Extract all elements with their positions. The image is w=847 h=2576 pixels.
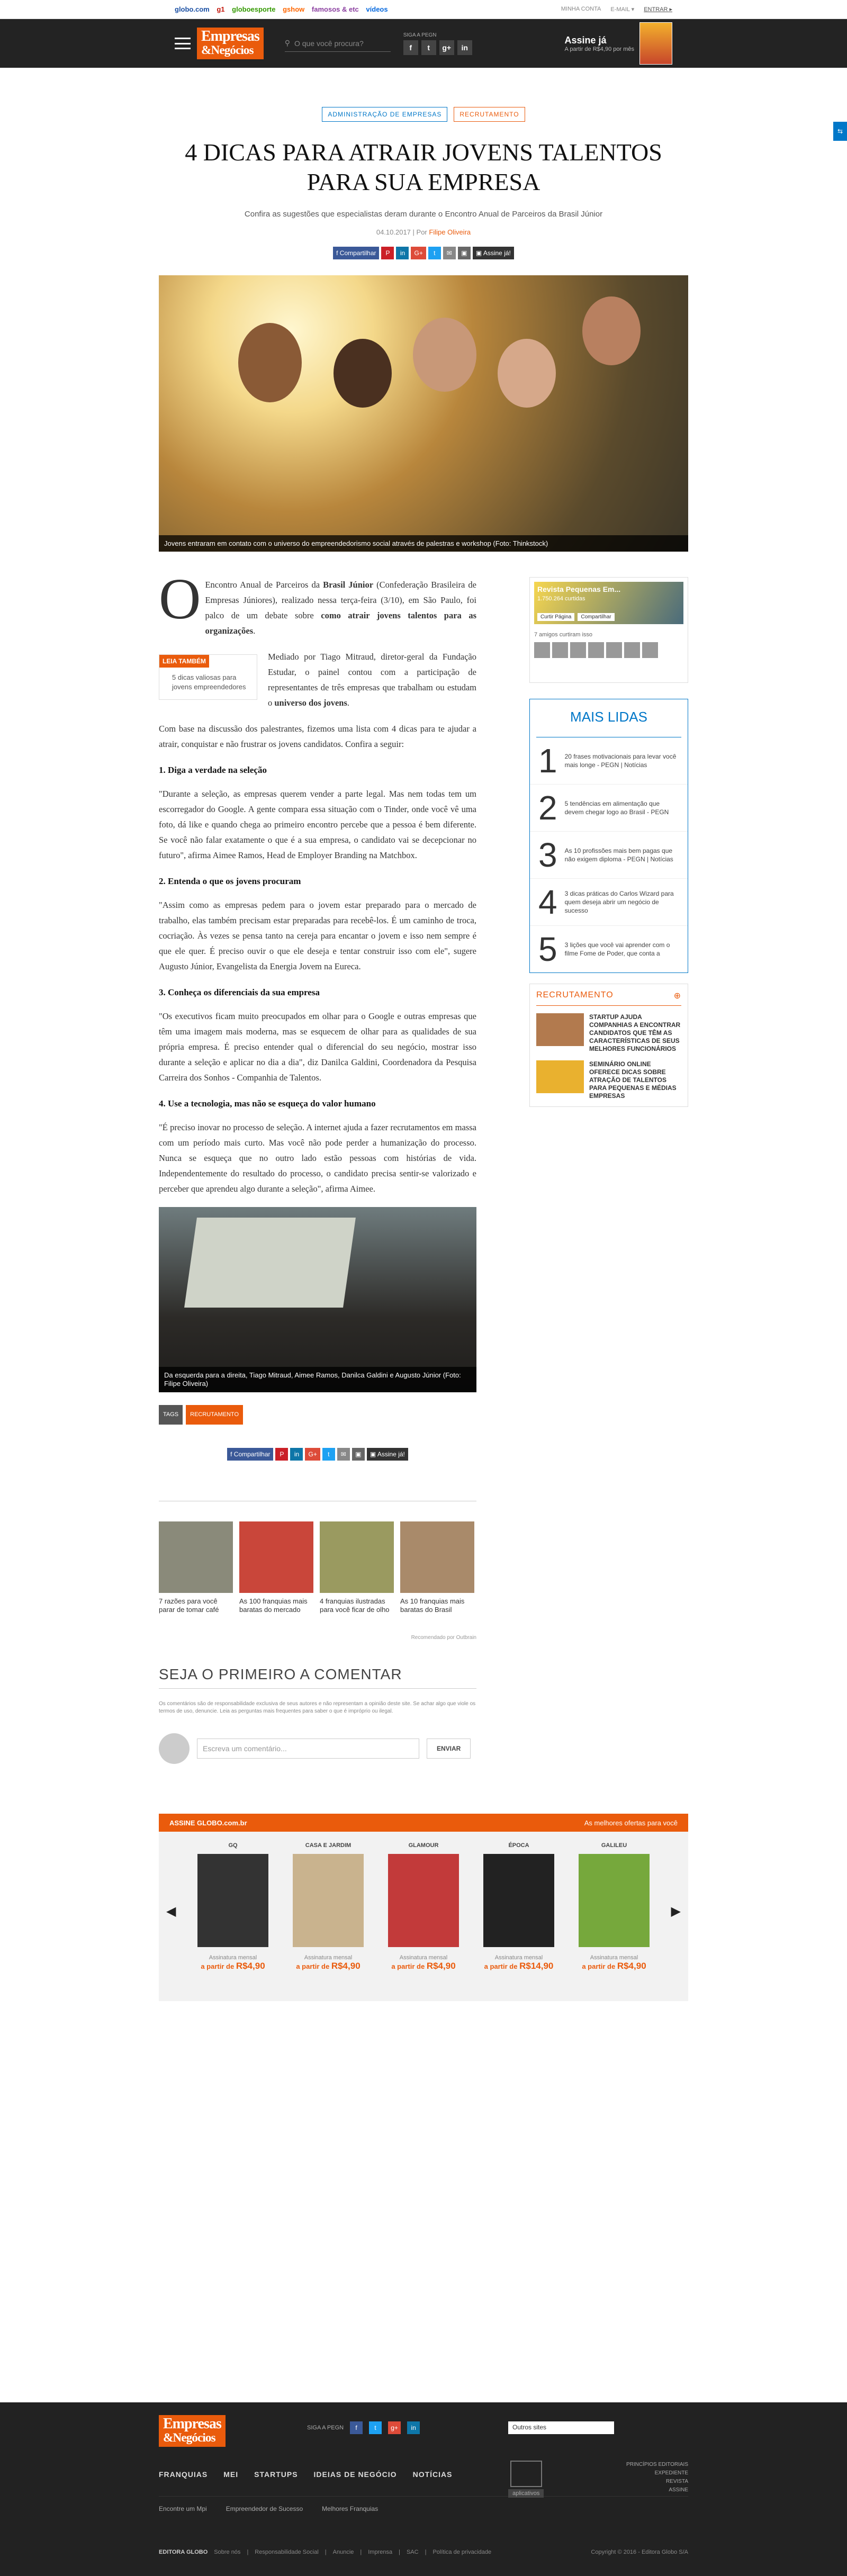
hero-image	[159, 275, 688, 552]
mais-lidas-title: MAIS LIDAS	[536, 699, 681, 737]
section-heading: 1. Diga a verdade na seleção	[159, 765, 267, 775]
share-facebook-button[interactable]: f Compartilhar	[333, 247, 379, 259]
footer-nav	[159, 2470, 452, 2479]
footer-nav-link[interactable]: IDEIAS DE NEGÓCIO	[313, 2470, 397, 2479]
footer-twitter-icon[interactable]: t	[369, 2421, 382, 2434]
gshow-link[interactable]: gshow	[283, 5, 305, 13]
mais-lidas-item[interactable]: 1 20 frases motivacionais para levar você mais longe - PEGN | Notícias	[530, 737, 688, 785]
tag-recrutamento[interactable]: RECRUTAMENTO	[454, 107, 525, 122]
globo-bar	[0, 0, 847, 19]
outbrain-link[interactable]: Recomendado por Outbrain	[411, 1635, 476, 1641]
linkedin-icon[interactable]: in	[457, 40, 472, 55]
globo-link[interactable]: globo.com	[175, 5, 210, 13]
paragraph: "Durante a seleção, as empresas querem vender a parte legal. Mas nem todas tem um escorregador do Google. A gente compara essa situação com o Tinder, onde você vê uma foto, dá like e quando chega ao primeiro encontro percebe que a pessoa é bem diferente. Se você não falar exatamente o que é a sua empresa, o candidato vai se decepcionar no futuro", afirma Aimee Ramos, Head de Employer Branding na Matchbox.	[159, 789, 476, 860]
magazine-offer[interactable]: ÉPOCA Assinatura mensal a partir de R$14,90	[484, 1842, 554, 1971]
share-print-button[interactable]: ▣	[458, 247, 471, 259]
lead-paragraph: O Encontro Anual de Parceiros da Brasil Júnior (Confederação Brasileira de Empresas Júniores), realizado nessa terça-feira (3/10), em São Paulo, foi palco de um debate sobre como atrair jovens talentos para as organizações.	[159, 577, 476, 649]
header-social: SIGA A PEGN f t g+ in	[403, 32, 472, 55]
panel-photo	[159, 1207, 476, 1392]
magazine-offer[interactable]: CASA E JARDIM Assinatura mensal a partir de R$4,90	[293, 1842, 364, 1971]
facebook-widget: Revista Pequenas Em... 1.750.264 curtidas Curtir Página Compartilhar 7 amigos curtiram isso	[529, 577, 688, 683]
leia-tambem-box	[159, 654, 257, 700]
share-bar-bottom	[159, 1448, 476, 1461]
assine-globo-tagline: As melhores ofertas para você	[584, 1818, 678, 1827]
comments-title: SEJA O PRIMEIRO A COMENTAR	[159, 1666, 402, 1682]
recrutamento-box	[529, 984, 688, 1107]
share-linkedin-button[interactable]: in	[290, 1448, 303, 1461]
hero-caption: Jovens entraram em contato com o universo do empreendedorismo social através de palestras e workshop (Foto: Thinkstock)	[159, 535, 688, 552]
share-email-button[interactable]: ✉	[443, 247, 456, 259]
globo-links	[175, 5, 393, 13]
search-icon: ⚲	[284, 39, 290, 47]
comments-note: Os comentários são de responsabilidade exclusiva de seus autores e não representam a opinião deste site. Se achar algo que viole os termos de uso, denuncie. Leia as perguntas mais frequentes para saber o que é impróprio ou ilegal.	[159, 1701, 476, 1714]
footer-nav-link[interactable]: FRANQUIAS	[159, 2470, 208, 2479]
leia-tambem-link[interactable]: 5 dicas valiosas para jovens empreendedores	[172, 673, 246, 691]
share-assine-button[interactable]: ▣ Assine já!	[367, 1448, 408, 1461]
share-print-button[interactable]: ▣	[352, 1448, 365, 1461]
share-gplus-button[interactable]: G+	[305, 1448, 320, 1461]
footer-sub: Encontre um Mpi Empreendedor de Sucesso Melhores Franquias	[159, 2505, 379, 2512]
arrow-right-icon[interactable]: ▶	[671, 1904, 681, 1919]
fb-page-name[interactable]: Revista Pequenas Em...	[537, 585, 621, 593]
article-body: O Encontro Anual de Parceiros da Brasil Júnior (Confederação Brasileira de Empresas Júniores), realizado nessa terça-feira (3/10), em São Paulo, foi palco de um debate sobre como atrair jovens talentos para as organizações. LEIA TAMBÉM 5 dicas valiosas para jovens empreendedores Mediado por Tiago Mitraud, diretor-geral da Fundação Estudar, o painel contou com a participação de representantes de três empresas que trabalham ou estudam o universo dos jovens. Com base na discussão dos palestrantes, fizemos uma lista com 4 dicas para te ajudar a atrair, conquistar e não frustrar os jovens candidatos. Confira a seguir: 1. Diga a verdade na seleção "Durante a seleção, as empresas querem vender a parte legal. Mas nem todas tem um escorregador do Google. A gente compara essa situação com o Tinder, onde você vê uma foto, dá like e quando chega ao primeiro encontro percebe que a pessoa é bem diferente. Se você não falar exatamente o que é a sua empresa, o candidato vai se decepcionar no futuro", afirma Aimee Ramos, Head de Employer Branding na Matchbox. 2. Entenda o que os jovens procuram "Assim como as empresas pedem para o jovem estar preparado para o mercado de trabalho, elas também precisam estar preparadas para recebê-los. É um caminho de troca, cocriação. Às vezes se pensa tanto na cereja para encantar o jovem e isso nem sempre é que ele quer. É preciso ouvir o que ele deseja e tentar construir isso com ele", sugere Augusto Júnior, Evangelista da Energia Jovem na Eureca. 3. Conheça os diferenciais da sua empresa "Os executivos ficam muito preocupados em olhar para o Google e outras empresas que têm uma imagem mais moderna, mas se esquecem de olhar para as qualidades de sua própria empresa. É preciso entender qual o diferencial do seu negócio, mostrar isso durante a seleção e aplicar no dia a dia", diz Danilca Galdini, Coordenadora da Pesquisa Carreira dos Sonhos - Companhia de Talentos. 4. Use a tecnologia, mas não se esqueça do valor humano "É preciso inovar no processo de seleção. A internet ajuda a fazer recrutamentos em massa com um período mais curto. Mas você não pode perder a humanização do processo. Nunca se esqueça que no outro lado estão pessoas com histórias de vida. Independentemente do resultado do processo, o candidato precisa sentir-se valorizado e perceber que aprendeu algo durante a seleção", afirma Aimee. Da esquerda para a direita, Tiago Mitraud, Aimee Ramos, Danilca Galdini e Augusto Júnior (Foto: Filipe Oliveira) TAGS RECRUTAMENTO f Compartilhar P in G+ t ✉ ▣ ▣ Assine já! 7 razões para você parar de tomar café As 100 franquias mais baratas do mercado 4 franquias ilustradas para você ficar de olho As 10 franquias mais baratas do Brasil Recomendado por Outbrain SEJA O PRIMEIRO A COMENTAR Os comentários são de responsabilidade exclusiva de seus autores e não representam a opinião deste site. Se achar algo que viole os termos de uso, denuncie. Leia as perguntas mais frequentes para saber o que é impróprio ou ilegal. Escreva um comentário... ENVIAR	[159, 577, 476, 1764]
mais-lidas-item[interactable]: 3 As 10 profissões mais bem pagas que não exigem diploma - PEGN | Notícias	[530, 832, 688, 879]
share-twitter-button[interactable]: t	[428, 247, 441, 259]
mais-lidas-item[interactable]: 4 3 dicas práticas do Carlos Wizard para quem deseja abrir um negócio de sucesso	[530, 879, 688, 926]
plus-icon[interactable]: ⊕	[673, 992, 681, 1001]
site-header	[0, 19, 847, 68]
section-heading: 4. Use a tecnologia, mas não se esqueça do valor humano	[159, 1098, 376, 1109]
arrow-left-icon[interactable]: ◀	[166, 1904, 176, 1919]
mais-lidas-item[interactable]: 2 5 tendências em alimentação que devem chegar logo ao Brasil - PEGN	[530, 785, 688, 832]
author-link[interactable]: Filipe Oliveira	[429, 228, 471, 236]
magazine-offer[interactable]: GQ Assinatura mensal a partir de R$4,90	[197, 1842, 268, 1971]
article-meta: 04.10.2017 | Por Filipe Oliveira	[376, 228, 471, 236]
g1-link[interactable]: g1	[217, 5, 225, 13]
footer-nav-link[interactable]: NOTÍCIAS	[412, 2470, 453, 2479]
gplus-icon[interactable]: g+	[439, 40, 454, 55]
footer-bottom: EDITORA GLOBO Sobre nós | Responsabilidade Social | Anuncie | Imprensa | SAC | Política de privacidade Copyright © 2016 - Editora Globo S/A	[159, 2549, 688, 2555]
share-linkedin-button[interactable]: in	[396, 247, 409, 259]
search-input[interactable]: ⚲ O que você procura?	[285, 35, 391, 52]
magazine-offer[interactable]: GLAMOUR Assinatura mensal a partir de R$4,90	[388, 1842, 459, 1971]
share-twitter-button[interactable]: t	[322, 1448, 335, 1461]
content-area	[159, 566, 688, 1764]
globoesporte-link[interactable]: globoesporte	[232, 5, 276, 13]
recommendation-item[interactable]: As 100 franquias mais baratas do mercado	[239, 1521, 313, 1614]
footer-logo[interactable]: Empresas &Negócios	[159, 2415, 226, 2447]
send-comment-button[interactable]: ENVIAR	[427, 1739, 471, 1759]
article-header	[0, 68, 847, 259]
menu-icon[interactable]	[175, 38, 191, 49]
recrutamento-item[interactable]: SEMINÁRIO ONLINE OFERECE DICAS SOBRE ATRAÇÃO DE TALENTOS PARA PEQUENAS E MÉDIAS EMPRESAS	[536, 1060, 681, 1100]
devices-icon	[510, 2461, 542, 2487]
fb-curtir-button[interactable]: Curtir Página	[537, 613, 574, 621]
comment-input[interactable]: Escreva um comentário...	[197, 1739, 419, 1759]
assine-globo-box	[159, 1814, 688, 2001]
globo-account	[561, 6, 672, 13]
article-title: 4 DICAS PARA ATRAIR JOVENS TALENTOS PARA SUA EMPRESA	[185, 139, 662, 195]
editora-globo-logo[interactable]: EDITORA GLOBO	[159, 2549, 208, 2555]
site-footer: Empresas &Negócios SIGA A PEGN f t g+ in Outros sites FRANQUIAS MEI STARTUPS IDEIAS DE NEGÓCIO NOTÍCIAS aplicativos PRINCÍPIOS EDITORIAIS EXPEDIENTE REVISTA ASSINE Encontre um Mpi Empreendedor de Sucesso Melhores Franquias EDITORA GLOBO Sobre nós | Responsabilidade Social | Anuncie | Imprensa | SAC | Política de privacidade Copyright © 2016 - Editora Globo S/A	[0, 2402, 847, 2576]
section-heading: 3. Conheça os diferenciais da sua empresa	[159, 987, 320, 997]
recrutamento-item[interactable]: STARTUP AJUDA COMPANHIAS A ENCONTRAR CANDIDATOS QUE TÊM AS CARACTERÍSTICAS DE SEUS MELHORES FUNCIONÁRIOS	[536, 1013, 681, 1053]
magazine-cover	[639, 22, 672, 65]
footer-nav-link[interactable]: STARTUPS	[254, 2470, 298, 2479]
side-tab-icon[interactable]: ⇆	[833, 122, 847, 141]
avatar	[159, 1733, 190, 1764]
outros-sites-select[interactable]: Outros sites	[508, 2421, 614, 2434]
share-facebook-button[interactable]: f Compartilhar	[227, 1448, 273, 1461]
share-bar	[0, 247, 847, 259]
share-pinterest-button[interactable]: P	[381, 247, 394, 259]
leia-tambem-label: LEIA TAMBÉM	[159, 655, 209, 668]
sidebar	[529, 577, 688, 1764]
share-assine-button[interactable]: ▣ Assine já!	[473, 247, 514, 259]
recommendation-item[interactable]: 7 razões para você parar de tomar café	[159, 1521, 233, 1614]
share-email-button[interactable]: ✉	[337, 1448, 350, 1461]
article-subtitle: Confira as sugestões que especialistas deram durante o Encontro Anual de Parceiros da Brasil Júnior	[244, 210, 603, 219]
recommendation-item[interactable]: As 10 franquias mais baratas do Brasil	[400, 1521, 474, 1614]
section-heading: 2. Entenda o que os jovens procuram	[159, 876, 301, 886]
twitter-icon[interactable]: t	[421, 40, 436, 55]
footer-facebook-icon[interactable]: f	[350, 2421, 363, 2434]
paragraph: "É preciso inovar no processo de seleção. A internet ajuda a fazer recrutamentos em massa com um período mais curto. Mas você não pode perder a humanização do processo. Nunca se esqueça que no outro lado estão pessoas com histórias de vida. Independentemente do resultado do processo, o candidato precisa sentir-se valorizado e perceber que aprendeu algo durante a seleção", afirma Aimee.	[159, 1122, 476, 1194]
dropcap: O	[159, 566, 201, 631]
famosos-link[interactable]: famosos & etc	[311, 5, 359, 13]
facebook-icon[interactable]: f	[403, 40, 418, 55]
paragraph: Com base na discussão dos palestrantes, fizemos uma lista com 4 dicas para te ajudar a atrair, conquistar e não frustrar os jovens candidatos. Confira a seguir:	[159, 724, 476, 749]
magazine-offer[interactable]: GALILEU Assinatura mensal a partir de R$4,90	[579, 1842, 650, 1971]
recommendations	[159, 1521, 476, 1614]
footer-nav-link[interactable]: MEI	[223, 2470, 239, 2479]
minha-conta-link[interactable]: MINHA CONTA	[561, 6, 601, 12]
apps-link[interactable]: aplicativos	[508, 2461, 544, 2497]
paragraph: "Assim como as empresas pedem para o jovem estar preparado para o mercado de trabalho, elas também precisam estar preparadas para recebê-los. É um caminho de troca, cocriação. Às vezes se pensa tanto na cereja para encantar o jovem e isso nem sempre é que ele quer. É preciso ouvir o que ele deseja e tentar construir isso com ele", sugere Augusto Júnior, Evangelista da Energia Jovem na Eureca.	[159, 900, 476, 971]
share-pinterest-button[interactable]: P	[275, 1448, 288, 1461]
paragraph: "Os executivos ficam muito preocupados em olhar para o Google e outras empresas que têm uma imagem mais moderna, mas se esquecem de olhar para as qualidades de sua própria empresa. É preciso entender qual o diferencial do seu negócio, mostrar isso durante a seleção e aplicar no dia a dia", diz Danilca Galdini, Coordenadora da Pesquisa Carreira dos Sonhos - Companhia de Talentos.	[159, 1011, 476, 1083]
assine-globo-brand[interactable]: ASSINE GLOBO.com.br	[169, 1818, 247, 1827]
comments-section	[159, 1667, 476, 1764]
article-tags: TAGS RECRUTAMENTO	[159, 1405, 476, 1425]
tag-recrutamento-link[interactable]: RECRUTAMENTO	[186, 1405, 243, 1425]
email-link[interactable]: E-MAIL ▾	[610, 6, 635, 13]
footer-gplus-icon[interactable]: g+	[388, 2421, 401, 2434]
panel-photo-caption: Da esquerda para a direita, Tiago Mitraud, Aimee Ramos, Danilca Galdini e Augusto Júnior (Foto: Filipe Oliveira)	[159, 1367, 476, 1392]
fb-share-button[interactable]: Compartilhar	[578, 613, 614, 621]
videos-link[interactable]: vídeos	[366, 5, 388, 13]
recrutamento-title[interactable]: RECRUTAMENTO	[536, 990, 614, 999]
footer-right-links: PRINCÍPIOS EDITORIAIS EXPEDIENTE REVISTA ASSINE	[626, 2462, 688, 2493]
entrar-link[interactable]: ENTRAR ▸	[644, 6, 672, 13]
recommendation-item[interactable]: 4 franquias ilustradas para você ficar de olho	[320, 1521, 394, 1614]
mais-lidas-item[interactable]: 5 3 lições que você vai aprender com o filme Fome de Poder, que conta a	[538, 930, 670, 968]
footer-linkedin-icon[interactable]: in	[407, 2421, 420, 2434]
share-gplus-button[interactable]: G+	[411, 247, 426, 259]
site-logo[interactable]: Empresas &Negócios	[197, 28, 264, 59]
mais-lidas	[529, 699, 688, 973]
tag-administracao[interactable]: ADMINISTRAÇÃO DE EMPRESAS	[322, 107, 447, 122]
header-assine[interactable]: Assine já A partir de R$4,90 por mês	[565, 22, 672, 65]
